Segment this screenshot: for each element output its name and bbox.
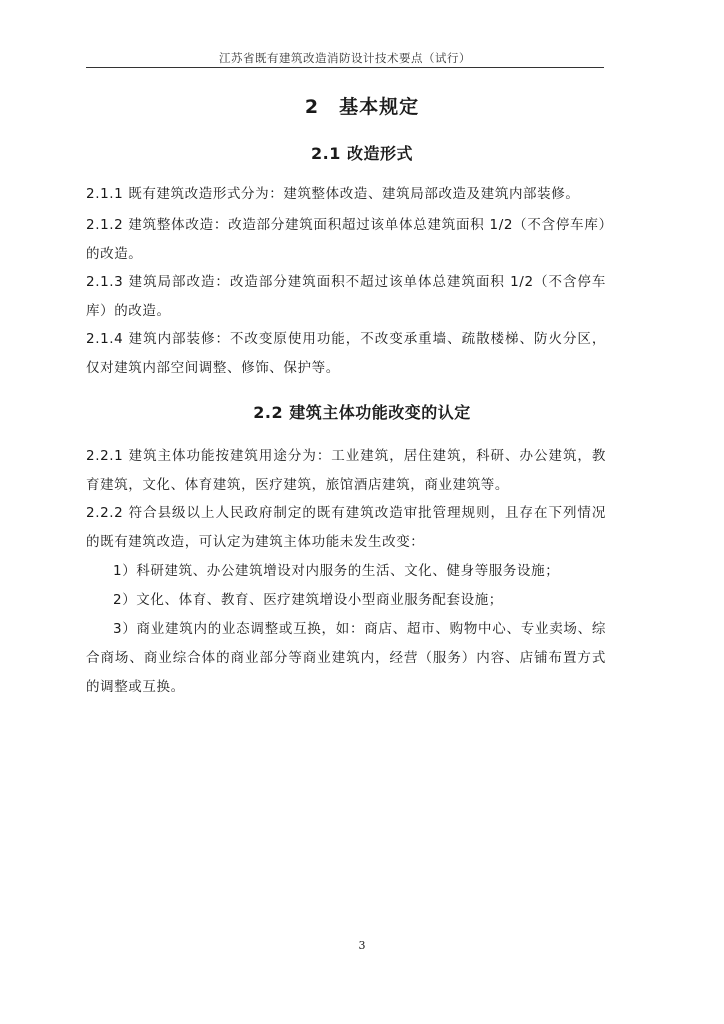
paragraph-2-2-1: 2.2.1 建筑主体功能按建筑用途分为：工业建筑，居住建筑，科研、办公建筑，教育建筑，文化、体育建筑，医疗建筑，旅馆酒店建筑，商业建筑等。 (86, 448, 606, 493)
section-title-2-1: 2.1 改造形式 (311, 144, 413, 163)
list-item-3: 3）商业建筑内的业态调整或互换，如：商店、超市、购物中心、专业卖场、综合商场、商业综合体的商业部分等商业建筑内，经营（服务）内容、店铺布置方式的调整或互换。 (86, 621, 606, 695)
paragraph-2-1-3: 2.1.3 建筑局部改造：改造部分建筑面积不超过该单体总建筑面积 1/2（不含停车库）的改造。 (86, 274, 606, 319)
paragraph-2-1-1: 2.1.1 既有建筑改造形式分为：建筑整体改造、建筑局部改造及建筑内部装修。 (86, 186, 580, 202)
paragraph-2-1-4: 2.1.4 建筑内部装修：不改变原使用功能，不改变承重墙、疏散楼梯、防火分区，仅对建筑内部空间调整、修饰、保护等。 (86, 331, 606, 376)
list-item-2: 2）文化、体育、教育、医疗建筑增设小型商业服务配套设施； (113, 592, 503, 608)
paragraph-2-1-2: 2.1.2 建筑整体改造：改造部分建筑面积超过该单体总建筑面积 1/2（不含停车库）的改造。 (86, 217, 606, 262)
header-divider (86, 67, 604, 68)
chapter-title: 2 基本规定 (304, 96, 420, 118)
running-header: 江苏省既有建筑改造消防设计技术要点（试行） (219, 51, 471, 65)
list-item-1: 1）科研建筑、办公建筑增设对内服务的生活、文化、健身等服务设施； (113, 563, 560, 579)
page-number: 3 (358, 939, 366, 952)
paragraph-2-2-2: 2.2.2 符合县级以上人民政府制定的既有建筑改造审批管理规则，且存在下列情况的既有建筑改造，可认定为建筑主体功能未发生改变： (86, 505, 606, 550)
section-title-2-2: 2.2 建筑主体功能改变的认定 (253, 403, 471, 422)
